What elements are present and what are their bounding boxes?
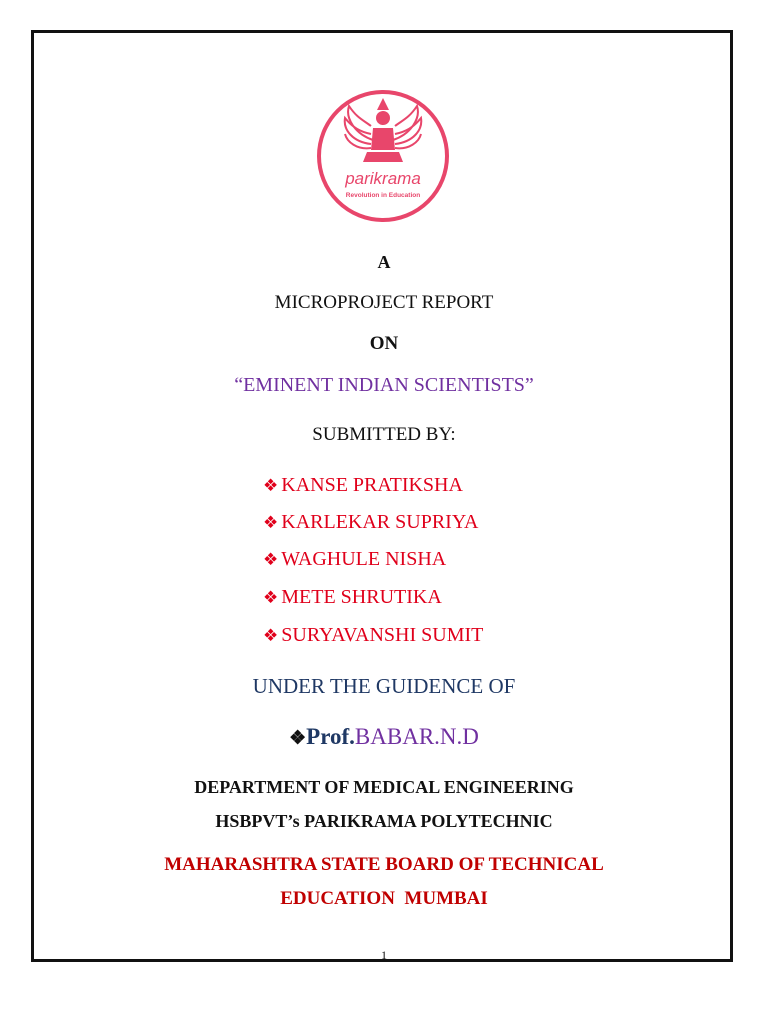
student-name: SURYAVANSHI SUMIT [281,624,484,646]
student-name-item [263,474,463,497]
diamond-bullet-icon: ❖ [263,550,279,569]
report-topic: “EMINENT INDIAN SCIENTISTS” [234,374,534,396]
logo-tagline-text: Revolution in Education [345,192,421,199]
college-name: HSBPVT’s PARIKRAMA POLYTECHNIC [215,811,553,831]
student-name-item [263,586,442,609]
board-name-line1: MAHARASHTRA STATE BOARD OF TECHNICAL [164,854,604,875]
student-name: KANSE PRATIKSHA [281,474,463,496]
logo-brand-text: parikrama [345,169,421,188]
guide-name-line [0,724,768,750]
parikrama-logo [315,88,451,224]
student-name: METE SHRUTIKA [281,586,442,608]
diamond-bullet-icon: ❖ [289,728,307,749]
guide-name: BABAR.N.D [354,724,479,749]
student-name-item [263,624,483,647]
diamond-bullet-icon: ❖ [263,626,279,645]
guide-title: Prof. [306,724,355,749]
heading-report: MICROPROJECT REPORT [274,292,494,313]
diamond-bullet-icon: ❖ [263,588,279,607]
diamond-bullet-icon: ❖ [263,476,279,495]
student-name: WAGHULE NISHA [281,548,447,570]
page-number: 1 [381,948,387,962]
department-name: DEPARTMENT OF MEDICAL ENGINEERING [194,777,574,797]
board-name-line2: EDUCATION MUMBAI [280,888,488,909]
student-name-item [263,511,479,534]
heading-on: ON [369,333,399,354]
heading-a: A [377,252,391,272]
student-name: KARLEKAR SUPRIYA [281,511,479,533]
diamond-bullet-icon: ❖ [263,513,279,532]
submitted-by-label: SUBMITTED BY: [312,424,456,445]
guidance-label: UNDER THE GUIDENCE OF [252,674,516,698]
student-name-item [263,548,446,571]
